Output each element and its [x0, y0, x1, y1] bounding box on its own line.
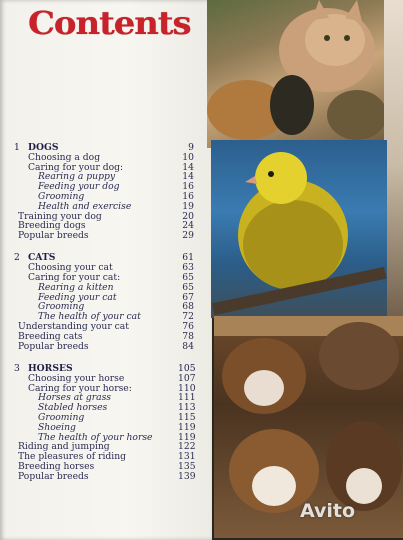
- entry-page-number: 67: [182, 291, 194, 303]
- entry-page-number: 65: [182, 281, 194, 293]
- entry-label: Popular breeds: [18, 470, 89, 482]
- entry-label: Stabled horses: [38, 402, 108, 414]
- toc-entry: [14, 342, 194, 352]
- entry-page-number: 10: [182, 151, 194, 163]
- entry-page-number: 115: [178, 411, 196, 423]
- entry-label: The pleasures of riding: [18, 451, 127, 463]
- entry-label: Caring for your dog:: [28, 161, 124, 173]
- entry-label: Rearing a puppy: [38, 171, 116, 183]
- entry-label: Choosing your cat: [28, 262, 113, 274]
- entry-label: The health of your cat: [38, 311, 141, 323]
- entry-page-number: 76: [182, 321, 194, 333]
- section-page-number: 105: [178, 362, 196, 374]
- section-number: 2: [14, 252, 20, 264]
- entry-label: Choosing a dog: [28, 151, 101, 163]
- canary-photo: [211, 140, 387, 318]
- entry-page-number: 72: [182, 311, 194, 323]
- entry-page-number: 29: [182, 230, 194, 242]
- entry-page-number: 65: [182, 272, 194, 284]
- section-number: 1: [14, 142, 20, 153]
- entry-label: Caring for your horse:: [28, 382, 132, 394]
- entry-label: Breeding dogs: [18, 220, 86, 232]
- entry-page-number: 84: [182, 340, 194, 352]
- entry-label: Feeding your dog: [38, 181, 120, 193]
- entry-label: Riding and jumping: [18, 441, 110, 453]
- page-title: Contents: [28, 4, 191, 42]
- section-page-number: 61: [182, 252, 194, 264]
- entry-label: Choosing your horse: [28, 372, 125, 384]
- entry-page-number: 16: [182, 190, 194, 202]
- entry-page-number: 107: [178, 372, 196, 384]
- entry-label: Popular breeds: [18, 340, 89, 352]
- entry-page-number: 122: [178, 441, 196, 453]
- cat-photo: [207, 0, 385, 148]
- entry-page-number: 19: [182, 200, 194, 212]
- entry-page-number: 110: [178, 382, 196, 394]
- entry-page-number: 78: [182, 330, 194, 342]
- entry-label: The health of your horse: [38, 431, 153, 443]
- entry-page-number: 14: [182, 161, 194, 173]
- entry-label: Health and exercise: [38, 200, 132, 212]
- entry-page-number: 68: [182, 301, 194, 313]
- entry-label: Feeding your cat: [38, 291, 117, 303]
- toc-entry: [14, 472, 194, 482]
- entry-page-number: 131: [178, 451, 196, 463]
- entry-label: Understanding your cat: [18, 321, 129, 333]
- entry-label: Popular breeds: [18, 230, 89, 242]
- entry-label: Breeding cats: [18, 330, 83, 342]
- section-name: HORSES: [28, 362, 73, 374]
- entry-label: Grooming: [38, 301, 85, 313]
- entry-page-number: 16: [182, 181, 194, 193]
- entry-label: Grooming: [38, 411, 85, 423]
- cat-illustration: [207, 0, 385, 148]
- entry-label: Breeding horses: [18, 460, 95, 472]
- entry-label: Shoeing: [38, 421, 76, 433]
- section-page-number: 9: [188, 142, 194, 153]
- toc-section: [14, 364, 194, 482]
- entry-page-number: 63: [182, 262, 194, 274]
- entry-label: Grooming: [38, 190, 85, 202]
- entry-page-number: 135: [178, 460, 196, 472]
- toc-entry: [14, 231, 194, 241]
- toc-section: [14, 253, 194, 351]
- entry-label: Caring for your cat:: [28, 272, 121, 284]
- entry-page-number: 119: [178, 431, 196, 443]
- entry-page-number: 24: [182, 220, 194, 232]
- entry-label: Horses at grass: [38, 392, 111, 404]
- entry-page-number: 139: [178, 470, 196, 482]
- section-name: CATS: [28, 252, 56, 264]
- table-of-contents: [14, 143, 194, 494]
- section-number: 3: [14, 362, 20, 374]
- entry-label: Rearing a kitten: [38, 281, 114, 293]
- canary-illustration: [211, 140, 387, 318]
- entry-page-number: 119: [178, 421, 196, 433]
- entry-label: Training your dog: [18, 210, 102, 222]
- entry-page-number: 14: [182, 171, 194, 183]
- toc-section: [14, 143, 194, 241]
- section-name: DOGS: [28, 142, 59, 153]
- avito-watermark: Avito: [300, 500, 356, 522]
- entry-page-number: 111: [178, 392, 196, 404]
- entry-page-number: 20: [182, 210, 194, 222]
- entry-page-number: 113: [178, 402, 196, 414]
